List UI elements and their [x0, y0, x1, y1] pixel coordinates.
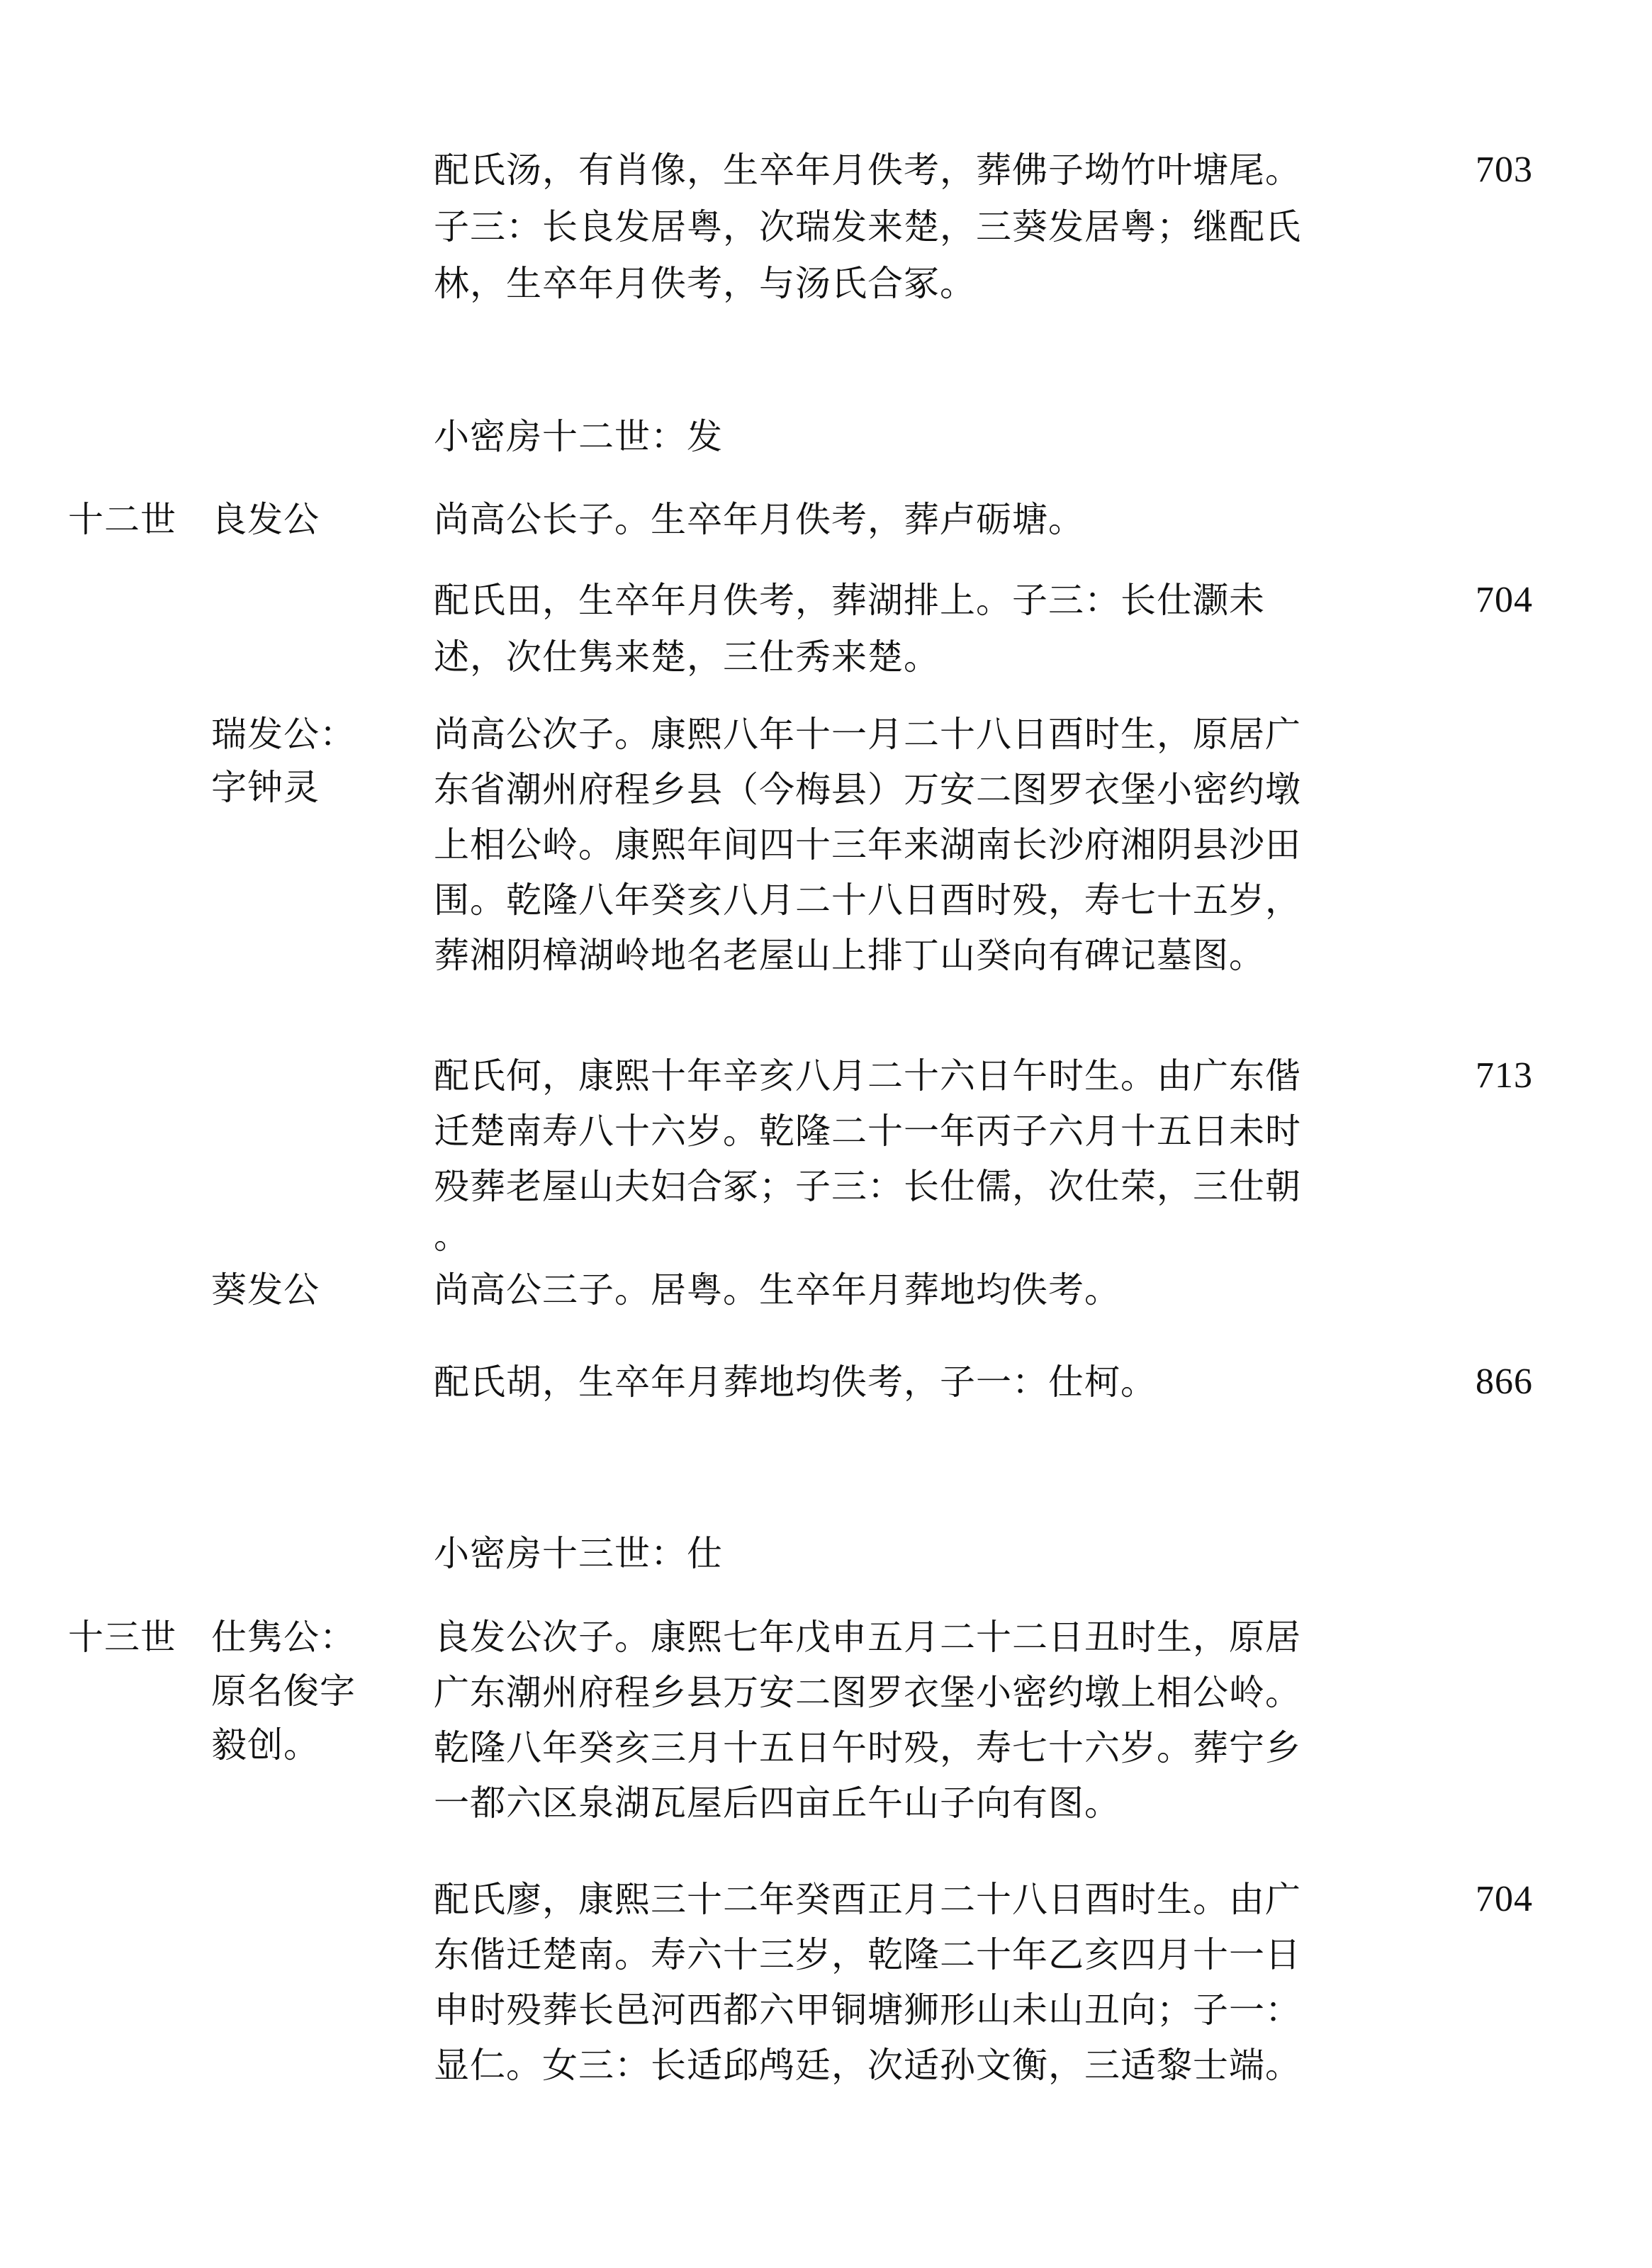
text-line: 东省潮州府程乡县（今梅县）万安二图罗衣堡小密约墩 — [434, 769, 1301, 810]
person-name: 良发公 — [211, 499, 320, 540]
text-line: 配氏田，生卒年月佚考，葬湖排上。子三：长仕灏未 — [434, 580, 1265, 621]
text-line: 广东潮州府程乡县万安二图罗衣堡小密约墩上相公岭。 — [434, 1672, 1301, 1713]
page-ref: 703 — [1476, 150, 1533, 190]
text-line: 配氏汤，有肖像，生卒年月佚考，葬佛子坳竹叶塘尾。 — [434, 150, 1301, 191]
text-line: 配氏廖，康熙三十二年癸酉正月二十八日酉时生。由广 — [434, 1879, 1301, 1920]
generation-label: 十三世 — [68, 1617, 176, 1658]
text-line: 。 — [434, 1216, 470, 1257]
person-name: 字钟灵 — [211, 767, 320, 808]
text-line: 一都六区泉湖瓦屋后四亩丘午山子向有图。 — [434, 1783, 1120, 1824]
text-line: 配氏胡，生卒年月葬地均佚考，子一：仕柯。 — [434, 1362, 1157, 1403]
person-name: 瑞发公： — [211, 714, 356, 755]
text-line: 子三：长良发居粤，次瑞发来楚，三葵发居粤；继配氏 — [434, 206, 1301, 247]
page-ref: 713 — [1476, 1055, 1533, 1096]
text-line: 显仁。女三：长适邱鸬廷，次适孙文衡，三适黎士端。 — [434, 2045, 1301, 2086]
page-ref: 704 — [1476, 1879, 1533, 1919]
text-line: 配氏何，康熙十年辛亥八月二十六日午时生。由广东偕 — [434, 1055, 1301, 1096]
text-line: 殁葬老屋山夫妇合冢；子三：长仕儒，次仕荣，三仕朝 — [434, 1166, 1301, 1207]
person-name: 原名俊字 — [211, 1671, 356, 1712]
text-line: 上相公岭。康熙年间四十三年来湖南长沙府湘阴县沙田 — [434, 824, 1301, 865]
section-heading: 小密房十三世：仕 — [434, 1533, 723, 1574]
text-line: 迁楚南寿八十六岁。乾隆二十一年丙子六月十五日未时 — [434, 1111, 1301, 1152]
text-line: 申时殁葬长邑河西都六甲铜塘狮形山未山丑向；子一： — [434, 1989, 1301, 2031]
section-heading: 小密房十二世：发 — [434, 416, 723, 457]
text-line: 东偕迁楚南。寿六十三岁，乾隆二十年乙亥四月十一日 — [434, 1934, 1301, 1975]
person-name: 毅创。 — [211, 1724, 320, 1765]
person-name: 葵发公 — [211, 1269, 320, 1310]
text-line: 尚高公次子。康熙八年十一月二十八日酉时生，原居广 — [434, 714, 1301, 755]
text-line: 围。乾隆八年癸亥八月二十八日酉时殁，寿七十五岁， — [434, 880, 1301, 921]
text-line: 林，生卒年月佚考，与汤氏合冢。 — [434, 263, 976, 304]
text-line: 乾隆八年癸亥三月十五日午时殁，寿七十六岁。葬宁乡 — [434, 1727, 1301, 1768]
text-line: 述，次仕隽来楚，三仕秀来楚。 — [434, 636, 940, 678]
text-line: 尚高公三子。居粤。生卒年月葬地均佚考。 — [434, 1269, 1120, 1310]
text-line: 尚高公长子。生卒年月佚考，葬卢砺塘。 — [434, 499, 1084, 540]
page-ref: 866 — [1476, 1362, 1533, 1402]
text-line: 葬湘阴樟湖岭地名老屋山上排丁山癸向有碑记墓图。 — [434, 935, 1265, 976]
page-ref: 704 — [1476, 580, 1533, 620]
person-name: 仕隽公： — [211, 1617, 356, 1658]
text-line: 良发公次子。康熙七年戊申五月二十二日丑时生，原居 — [434, 1617, 1301, 1658]
generation-label: 十二世 — [68, 499, 176, 540]
